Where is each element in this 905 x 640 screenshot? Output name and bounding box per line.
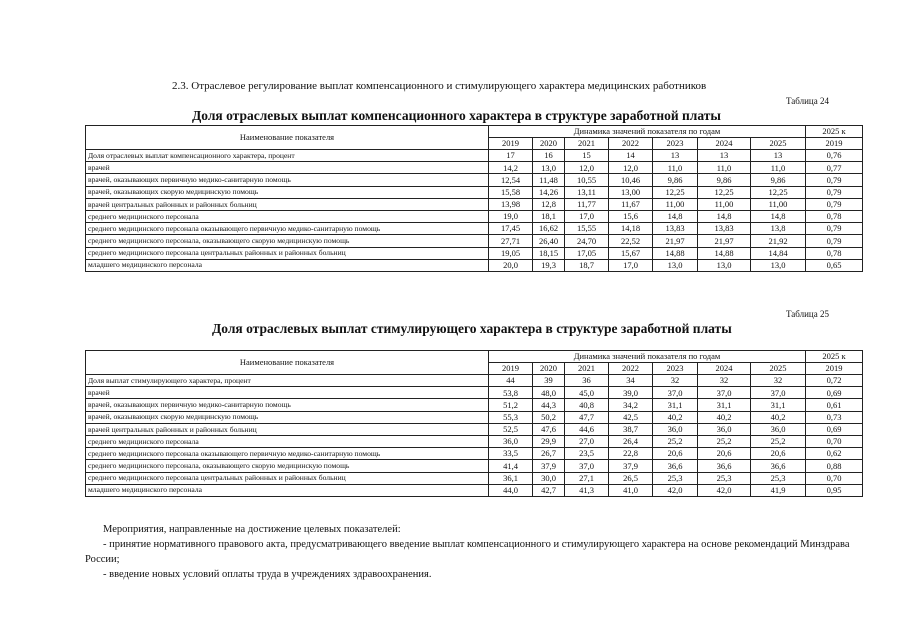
year-value-cell: 11,00	[698, 198, 751, 210]
year-value-cell: 9,86	[751, 174, 806, 186]
year-value-cell: 15,55	[565, 223, 609, 235]
year-header: 2024	[698, 363, 751, 375]
year-header: 2022	[609, 363, 653, 375]
year-value-cell: 32	[653, 375, 698, 387]
year-header: 2019	[489, 363, 533, 375]
ratio-value-cell: 0,62	[806, 448, 863, 460]
indicator-name: врачей	[86, 387, 489, 399]
name-column-header: Наименование показателя	[86, 126, 489, 150]
year-value-cell: 36,0	[653, 423, 698, 435]
year-value-cell: 11,77	[565, 198, 609, 210]
year-header: 2020	[533, 138, 565, 150]
year-value-cell: 40,2	[698, 411, 751, 423]
year-value-cell: 17,0	[609, 259, 653, 271]
year-value-cell: 13,98	[489, 198, 533, 210]
year-value-cell: 14,2	[489, 162, 533, 174]
year-value-cell: 21,97	[653, 235, 698, 247]
year-value-cell: 45,0	[565, 387, 609, 399]
year-value-cell: 36,0	[698, 423, 751, 435]
indicator-name: среднего медицинского персонала, оказывающего скорую медицинскую помощь	[86, 235, 489, 247]
table-24	[85, 125, 863, 272]
measures-intro: Мероприятия, направленные на достижение целевых показателей:	[103, 524, 401, 535]
year-header: 2022	[609, 138, 653, 150]
year-value-cell: 13,83	[653, 223, 698, 235]
ratio-value-cell: 0,79	[806, 186, 863, 198]
year-value-cell: 37,0	[653, 387, 698, 399]
year-value-cell: 18,15	[533, 247, 565, 259]
year-value-cell: 37,0	[565, 460, 609, 472]
year-value-cell: 31,1	[653, 399, 698, 411]
ratio-value-cell: 0,65	[806, 259, 863, 271]
measures-item: - введение новых условий оплаты труда в учреждениях здравоохранения.	[103, 569, 432, 580]
year-value-cell: 29,9	[533, 435, 565, 447]
year-value-cell: 30,0	[533, 472, 565, 484]
year-value-cell: 14,88	[653, 247, 698, 259]
year-value-cell: 37,9	[609, 460, 653, 472]
year-value-cell: 17,0	[565, 210, 609, 222]
year-value-cell: 19,0	[489, 210, 533, 222]
year-value-cell: 25,3	[751, 472, 806, 484]
year-value-cell: 12,54	[489, 174, 533, 186]
indicator-name: младшего медицинского персонала	[86, 259, 489, 271]
year-value-cell: 20,6	[653, 448, 698, 460]
year-value-cell: 41,4	[489, 460, 533, 472]
table-row	[86, 411, 863, 423]
year-value-cell: 31,1	[751, 399, 806, 411]
year-value-cell: 13	[751, 150, 806, 162]
year-value-cell: 23,5	[565, 448, 609, 460]
year-value-cell: 38,7	[609, 423, 653, 435]
indicator-name: врачей, оказывающих скорую медицинскую помощь	[86, 411, 489, 423]
year-value-cell: 20,0	[489, 259, 533, 271]
ratio-value-cell: 0,77	[806, 162, 863, 174]
year-value-cell: 13,0	[751, 259, 806, 271]
year-value-cell: 25,3	[653, 472, 698, 484]
year-value-cell: 12,8	[533, 198, 565, 210]
ratio-value-cell: 0,69	[806, 387, 863, 399]
year-value-cell: 14	[609, 150, 653, 162]
indicator-name: врачей, оказывающих первичную медико-санитарную помощь	[86, 399, 489, 411]
year-value-cell: 40,2	[653, 411, 698, 423]
indicator-name: врачей центральных районных и районных больниц	[86, 423, 489, 435]
year-value-cell: 39,0	[609, 387, 653, 399]
year-value-cell: 20,6	[751, 448, 806, 460]
year-value-cell: 26,4	[609, 435, 653, 447]
measures-item: - принятие нормативного правового акта, предусматривающего введение выплат компенсационного и стимулирующего характера на основе рекомендаций Минздрава России;	[85, 539, 850, 565]
year-header: 2024	[698, 138, 751, 150]
year-value-cell: 12,25	[653, 186, 698, 198]
year-header: 2019	[489, 138, 533, 150]
year-value-cell: 9,86	[653, 174, 698, 186]
year-value-cell: 19,05	[489, 247, 533, 259]
year-value-cell: 11,67	[609, 198, 653, 210]
table-row	[86, 484, 863, 496]
ratio-header-line1: 2025 к	[806, 126, 863, 138]
year-value-cell: 37,0	[698, 387, 751, 399]
ratio-value-cell: 0,76	[806, 150, 863, 162]
table-row	[86, 186, 863, 198]
year-value-cell: 51,2	[489, 399, 533, 411]
year-value-cell: 25,3	[698, 472, 751, 484]
year-value-cell: 13,8	[751, 223, 806, 235]
ratio-value-cell: 0,79	[806, 198, 863, 210]
ratio-header-line1: 2025 к	[806, 351, 863, 363]
ratio-value-cell: 0,69	[806, 423, 863, 435]
year-value-cell: 26,5	[609, 472, 653, 484]
year-value-cell: 13,00	[609, 186, 653, 198]
year-value-cell: 22,8	[609, 448, 653, 460]
year-value-cell: 15,67	[609, 247, 653, 259]
year-value-cell: 14,18	[609, 223, 653, 235]
year-value-cell: 41,0	[609, 484, 653, 496]
table-25-body	[86, 375, 863, 497]
year-value-cell: 36,0	[489, 435, 533, 447]
year-header: 2025	[751, 363, 806, 375]
year-value-cell: 41,9	[751, 484, 806, 496]
year-value-cell: 14,84	[751, 247, 806, 259]
year-value-cell: 18,7	[565, 259, 609, 271]
table-24-title: Доля отраслевых выплат компенсационного характера в структуре заработной платы	[192, 108, 721, 123]
year-value-cell: 42,0	[653, 484, 698, 496]
table-row	[86, 387, 863, 399]
year-value-cell: 42,7	[533, 484, 565, 496]
year-value-cell: 47,7	[565, 411, 609, 423]
indicator-name: врачей, оказывающих первичную медико-санитарную помощь	[86, 174, 489, 186]
year-value-cell: 14,8	[653, 210, 698, 222]
table-row	[86, 174, 863, 186]
table-row	[86, 435, 863, 447]
table-row	[86, 198, 863, 210]
year-value-cell: 13,83	[698, 223, 751, 235]
year-value-cell: 12,25	[698, 186, 751, 198]
year-value-cell: 26,40	[533, 235, 565, 247]
table-row	[86, 223, 863, 235]
year-value-cell: 16,62	[533, 223, 565, 235]
table-25-number: Таблица 25	[786, 309, 829, 319]
ratio-value-cell: 0,88	[806, 460, 863, 472]
year-value-cell: 25,2	[698, 435, 751, 447]
year-value-cell: 42,5	[609, 411, 653, 423]
ratio-value-cell: 0,72	[806, 375, 863, 387]
year-value-cell: 13,0	[698, 259, 751, 271]
ratio-value-cell: 0,78	[806, 210, 863, 222]
year-value-cell: 37,0	[751, 387, 806, 399]
table-row	[86, 235, 863, 247]
indicator-name: врачей	[86, 162, 489, 174]
year-value-cell: 11,0	[698, 162, 751, 174]
table-row	[86, 247, 863, 259]
dynamics-header: Динамика значений показателя по годам	[489, 351, 806, 363]
year-value-cell: 40,8	[565, 399, 609, 411]
year-value-cell: 34,2	[609, 399, 653, 411]
year-value-cell: 14,8	[698, 210, 751, 222]
indicator-name: среднего медицинского персонала	[86, 210, 489, 222]
year-value-cell: 36,0	[751, 423, 806, 435]
year-value-cell: 25,2	[653, 435, 698, 447]
indicator-name: врачей центральных районных и районных больниц	[86, 198, 489, 210]
year-header: 2020	[533, 363, 565, 375]
table-24-body	[86, 150, 863, 272]
year-value-cell: 32	[751, 375, 806, 387]
measures-text	[85, 522, 862, 582]
ratio-value-cell: 0,73	[806, 411, 863, 423]
year-value-cell: 14,26	[533, 186, 565, 198]
year-header: 2021	[565, 363, 609, 375]
indicator-name: младшего медицинского персонала	[86, 484, 489, 496]
table-row	[86, 150, 863, 162]
year-value-cell: 17,45	[489, 223, 533, 235]
ratio-value-cell: 0,95	[806, 484, 863, 496]
year-value-cell: 27,1	[565, 472, 609, 484]
year-value-cell: 17,05	[565, 247, 609, 259]
year-value-cell: 24,70	[565, 235, 609, 247]
year-value-cell: 11,0	[751, 162, 806, 174]
indicator-name: среднего медицинского персонала оказывающего первичную медико-санитарную помощь	[86, 223, 489, 235]
year-value-cell: 44	[489, 375, 533, 387]
section-title: 2.3. Отраслевое регулирование выплат компенсационного и стимулирующего характера медицинских работников	[172, 80, 707, 92]
year-value-cell: 15,6	[609, 210, 653, 222]
year-value-cell: 10,46	[609, 174, 653, 186]
ratio-header-line2: 2019	[806, 363, 863, 375]
year-value-cell: 36	[565, 375, 609, 387]
year-value-cell: 13,11	[565, 186, 609, 198]
year-value-cell: 11,00	[751, 198, 806, 210]
table-row	[86, 375, 863, 387]
year-value-cell: 36,1	[489, 472, 533, 484]
year-value-cell: 41,3	[565, 484, 609, 496]
year-value-cell: 21,97	[698, 235, 751, 247]
table-25	[85, 350, 863, 497]
year-value-cell: 27,71	[489, 235, 533, 247]
indicator-name: врачей, оказывающих скорую медицинскую помощь	[86, 186, 489, 198]
year-value-cell: 10,55	[565, 174, 609, 186]
year-value-cell: 21,92	[751, 235, 806, 247]
dynamics-header: Динамика значений показателя по годам	[489, 126, 806, 138]
ratio-value-cell: 0,79	[806, 223, 863, 235]
year-value-cell: 11,00	[653, 198, 698, 210]
year-value-cell: 33,5	[489, 448, 533, 460]
year-value-cell: 15	[565, 150, 609, 162]
year-value-cell: 44,0	[489, 484, 533, 496]
year-value-cell: 26,7	[533, 448, 565, 460]
table-row	[86, 460, 863, 472]
table-row	[86, 423, 863, 435]
indicator-name: среднего медицинского персонала	[86, 435, 489, 447]
year-value-cell: 48,0	[533, 387, 565, 399]
table-24-number: Таблица 24	[786, 96, 829, 106]
table-25-title: Доля отраслевых выплат стимулирующего характера в структуре заработной платы	[212, 321, 732, 336]
indicator-name: Доля выплат стимулирующего характера, процент	[86, 375, 489, 387]
year-value-cell: 53,8	[489, 387, 533, 399]
year-value-cell: 13,0	[653, 259, 698, 271]
indicator-name: среднего медицинского персонала центральных районных и районных больниц	[86, 472, 489, 484]
year-value-cell: 47,6	[533, 423, 565, 435]
year-value-cell: 20,6	[698, 448, 751, 460]
year-value-cell: 17	[489, 150, 533, 162]
year-value-cell: 36,6	[653, 460, 698, 472]
year-value-cell: 18,1	[533, 210, 565, 222]
table-row	[86, 210, 863, 222]
year-value-cell: 13,0	[533, 162, 565, 174]
year-value-cell: 14,8	[751, 210, 806, 222]
year-value-cell: 44,6	[565, 423, 609, 435]
year-value-cell: 42,0	[698, 484, 751, 496]
year-value-cell: 39	[533, 375, 565, 387]
year-value-cell: 19,3	[533, 259, 565, 271]
ratio-value-cell: 0,61	[806, 399, 863, 411]
year-value-cell: 11,48	[533, 174, 565, 186]
year-header: 2023	[653, 138, 698, 150]
year-header: 2025	[751, 138, 806, 150]
year-value-cell: 31,1	[698, 399, 751, 411]
year-value-cell: 36,6	[751, 460, 806, 472]
ratio-value-cell: 0,70	[806, 435, 863, 447]
year-value-cell: 50,2	[533, 411, 565, 423]
year-value-cell: 25,2	[751, 435, 806, 447]
ratio-value-cell: 0,78	[806, 247, 863, 259]
year-value-cell: 9,86	[698, 174, 751, 186]
ratio-value-cell: 0,70	[806, 472, 863, 484]
year-value-cell: 40,2	[751, 411, 806, 423]
year-value-cell: 44,3	[533, 399, 565, 411]
year-value-cell: 37,9	[533, 460, 565, 472]
year-header: 2021	[565, 138, 609, 150]
table-row	[86, 472, 863, 484]
table-row	[86, 259, 863, 271]
year-value-cell: 34	[609, 375, 653, 387]
table-row	[86, 399, 863, 411]
year-value-cell: 14,88	[698, 247, 751, 259]
year-value-cell: 36,6	[698, 460, 751, 472]
year-value-cell: 11,0	[653, 162, 698, 174]
year-value-cell: 55,3	[489, 411, 533, 423]
year-value-cell: 16	[533, 150, 565, 162]
year-value-cell: 12,25	[751, 186, 806, 198]
year-value-cell: 52,5	[489, 423, 533, 435]
year-header: 2023	[653, 363, 698, 375]
ratio-value-cell: 0,79	[806, 174, 863, 186]
ratio-header-line2: 2019	[806, 138, 863, 150]
indicator-name: среднего медицинского персонала центральных районных и районных больниц	[86, 247, 489, 259]
ratio-value-cell: 0,79	[806, 235, 863, 247]
year-value-cell: 32	[698, 375, 751, 387]
year-value-cell: 27,0	[565, 435, 609, 447]
indicator-name: среднего медицинского персонала, оказывающего скорую медицинскую помощь	[86, 460, 489, 472]
year-value-cell: 13	[653, 150, 698, 162]
table-row	[86, 448, 863, 460]
table-row	[86, 162, 863, 174]
indicator-name: Доля отраслевых выплат компенсационного характера, процент	[86, 150, 489, 162]
indicator-name: среднего медицинского персонала оказывающего первичную медико-санитарную помощь	[86, 448, 489, 460]
year-value-cell: 12,0	[565, 162, 609, 174]
year-value-cell: 22,52	[609, 235, 653, 247]
year-value-cell: 12,0	[609, 162, 653, 174]
name-column-header: Наименование показателя	[86, 351, 489, 375]
year-value-cell: 15,58	[489, 186, 533, 198]
year-value-cell: 13	[698, 150, 751, 162]
